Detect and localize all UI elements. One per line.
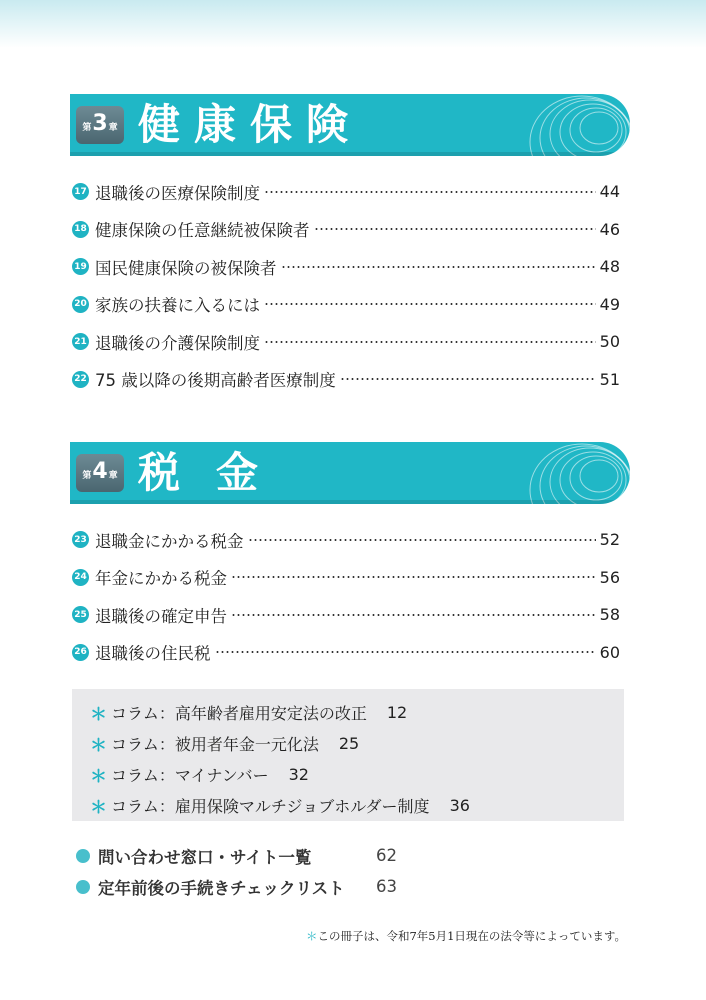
- chapter-3-banner: [70, 94, 630, 156]
- toc-item-label: 退職後の住民税: [95, 644, 211, 664]
- extra-item[interactable]: [76, 840, 636, 871]
- chapter-4-title: 税金: [138, 448, 295, 497]
- chapter-badge-suffix: 章: [108, 123, 118, 133]
- column-list: [72, 689, 624, 821]
- column-item[interactable]: [90, 697, 624, 728]
- dot-leader: [264, 191, 596, 193]
- item-number-badge: 25: [72, 606, 89, 623]
- dot-leader: [314, 228, 596, 230]
- extra-list: [76, 840, 636, 902]
- dot-leader: [231, 614, 596, 616]
- bullet-icon: [76, 849, 90, 863]
- asterisk-icon: ＊: [305, 929, 318, 943]
- toc-item[interactable]: [72, 361, 620, 399]
- toc-item[interactable]: [72, 596, 620, 634]
- item-number-badge: 26: [72, 644, 89, 661]
- toc-item[interactable]: [72, 323, 620, 361]
- chapter-number: 4: [92, 459, 108, 484]
- asterisk-icon: ＊: [90, 736, 107, 756]
- toc-item-page: 51: [599, 369, 620, 389]
- asterisk-icon: ＊: [90, 767, 107, 787]
- toc-item-page: 60: [599, 642, 620, 662]
- column-label: コラム：被用者年金一元化法: [111, 735, 319, 754]
- toc-item[interactable]: [72, 521, 620, 559]
- item-number-badge: 24: [72, 569, 89, 586]
- toc-item-page: 56: [599, 567, 620, 587]
- toc-item-label: 国民健康保険の被保険者: [95, 258, 277, 278]
- column-label: コラム：マイナンバー: [111, 766, 269, 785]
- footnote: [306, 928, 626, 944]
- extra-item[interactable]: [76, 871, 636, 902]
- dot-leader: [264, 341, 596, 343]
- column-item[interactable]: [90, 728, 624, 759]
- dot-leader: [281, 266, 596, 268]
- column-label: コラム：高年齢者雇用安定法の改正: [111, 704, 367, 723]
- chapter-badge-suffix: 章: [108, 471, 118, 481]
- extra-label: 問い合わせ窓口・サイト一覧: [98, 847, 312, 867]
- column-label: コラム：雇用保険マルチジョブホルダー制度: [111, 797, 430, 816]
- bullet-icon: [76, 880, 90, 894]
- toc-item-label: 退職後の介護保険制度: [95, 333, 260, 353]
- toc-item-page: 49: [599, 294, 620, 314]
- chapter-3-title: 健康保険: [138, 100, 363, 149]
- toc-item[interactable]: [72, 286, 620, 324]
- toc-item[interactable]: [72, 173, 620, 211]
- toc-item-page: 44: [599, 182, 620, 202]
- column-item[interactable]: [90, 759, 624, 790]
- toc-item-page: 48: [599, 257, 620, 277]
- chapter-3-badge: [76, 106, 124, 144]
- column-box: [72, 689, 624, 821]
- toc-item-label: 年金にかかる税金: [95, 569, 227, 589]
- extra-label: 定年前後の手続きチェックリスト: [98, 878, 345, 898]
- item-number-badge: 22: [72, 371, 89, 388]
- item-number-badge: 17: [72, 183, 89, 200]
- chapter-4-toc: [72, 521, 620, 671]
- chapter-4-banner: [70, 442, 630, 504]
- chapter-number: 3: [92, 111, 108, 136]
- column-page: 32: [288, 765, 309, 784]
- toc-item-label: 75 歳以降の後期高齢者医療制度: [95, 371, 336, 391]
- dot-leader: [215, 651, 596, 653]
- top-gradient-band: [0, 0, 706, 48]
- toc-item[interactable]: [72, 211, 620, 249]
- toc-item-label: 退職後の医療保険制度: [95, 183, 260, 203]
- asterisk-icon: ＊: [90, 705, 107, 725]
- toc-item-page: 58: [599, 605, 620, 625]
- item-number-badge: 20: [72, 296, 89, 313]
- swirl-decoration-icon: [500, 94, 630, 156]
- swirl-decoration-icon: [500, 442, 630, 504]
- extra-page: 63: [376, 877, 397, 896]
- chapter-4-badge: [76, 454, 124, 492]
- toc-item-page: 52: [599, 530, 620, 550]
- toc-item-label: 健康保険の任意継続被保険者: [95, 221, 310, 241]
- toc-item-label: 退職金にかかる税金: [95, 531, 244, 551]
- chapter-badge-prefix: 第: [82, 123, 92, 133]
- toc-item-label: 退職後の確定申告: [95, 606, 227, 626]
- chapter-3-toc: [72, 173, 620, 398]
- footnote-text: この冊子は、令和7年5月1日現在の法令等によっています。: [317, 929, 626, 943]
- item-number-badge: 18: [72, 221, 89, 238]
- column-page: 36: [449, 796, 470, 815]
- item-number-badge: 23: [72, 531, 89, 548]
- toc-item[interactable]: [72, 248, 620, 286]
- item-number-badge: 21: [72, 333, 89, 350]
- toc-item-page: 46: [599, 219, 620, 239]
- extra-page: 62: [376, 846, 397, 865]
- toc-item[interactable]: [72, 559, 620, 597]
- toc-item-label: 家族の扶養に入るには: [95, 296, 260, 316]
- toc-item[interactable]: [72, 634, 620, 672]
- dot-leader: [231, 576, 596, 578]
- dot-leader: [264, 303, 596, 305]
- item-number-badge: 19: [72, 258, 89, 275]
- chapter-badge-prefix: 第: [82, 471, 92, 481]
- column-item[interactable]: [90, 790, 624, 821]
- toc-item-page: 50: [599, 332, 620, 352]
- column-page: 12: [386, 703, 408, 722]
- dot-leader: [340, 378, 596, 380]
- asterisk-icon: ＊: [90, 798, 107, 818]
- column-page: 25: [338, 734, 360, 753]
- dot-leader: [248, 539, 596, 541]
